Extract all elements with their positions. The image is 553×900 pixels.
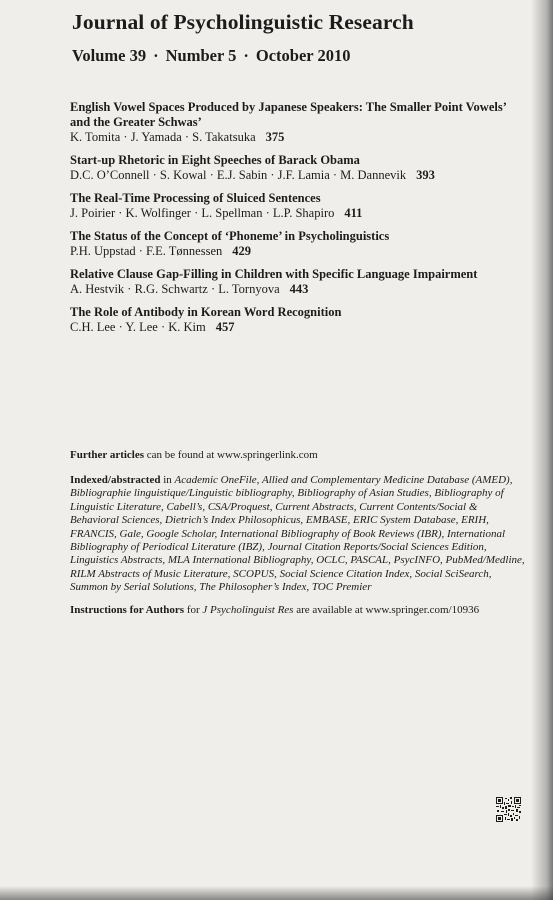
journal-title: Journal of Psycholinguistic Research [72,10,414,34]
article-title[interactable]: The Real-Time Processing of Sluiced Sentences [70,191,321,205]
date-label: October 2010 [255,46,351,65]
separator: · [243,46,249,65]
qr-code-icon [496,797,521,822]
further-articles-note [70,449,528,462]
page-number: 375 [265,130,285,144]
separator: · [153,46,159,65]
author-list: A. Hestvik · R.G. Schwartz · L. Tornyova [70,282,280,296]
table-of-contents [70,100,520,343]
volume-label: Volume 39 [72,46,147,65]
toc-entry[interactable] [70,191,520,221]
page-number: 429 [232,244,251,258]
toc-entry[interactable] [70,267,520,297]
article-authors [70,130,520,145]
indexed-label: Indexed/abstracted [70,474,161,486]
toc-entry[interactable] [70,229,520,259]
author-list: P.H. Uppstad · F.E. Tønnessen [70,244,223,258]
author-list: K. Tomita · J. Yamada · S. Takatsuka [70,130,256,144]
article-title[interactable]: Relative Clause Gap-Filling in Children with Specific Language Impairment [70,267,478,281]
issue-line [72,46,350,66]
instructions-note [70,604,528,617]
article-title[interactable]: The Role of Antibody in Korean Word Recognition [70,305,342,319]
article-authors [70,282,520,297]
number-label: Number 5 [165,46,237,65]
further-label: Further articles [70,449,145,461]
toc-entry[interactable] [70,153,520,183]
instructions-text[interactable]: are available at www.springer.com/10936 [293,604,480,616]
article-title[interactable]: The Status of the Concept of ‘Phoneme’ in Psycholinguistics [70,229,390,243]
article-authors [70,206,520,221]
instructions-for-word: for [184,604,203,616]
author-list: J. Poirier · K. Wolfinger · L. Spellman · L.P. Shapiro [70,206,335,220]
article-authors [70,320,520,335]
page-number: 457 [215,320,235,334]
article-authors [70,244,520,259]
indexed-in-word: in [160,474,175,486]
page-number: 443 [289,282,309,296]
page-number: 411 [344,206,363,220]
further-text[interactable]: can be found at www.springerlink.com [144,449,318,461]
article-title[interactable]: Start-up Rhetoric in Eight Speeches of Barack Obama [70,153,360,167]
indexed-abstracted-note [70,474,528,595]
page-number: 393 [416,168,435,182]
instructions-label: Instructions for Authors [70,604,185,616]
toc-entry[interactable] [70,100,520,145]
page-edge-shadow [531,0,553,900]
article-authors [70,168,520,183]
article-title[interactable]: English Vowel Spaces Produced by Japanese Speakers: The Smaller Point Vowels’ and the Greater Schwas’ [70,100,506,129]
toc-entry[interactable] [70,305,520,335]
author-list: C.H. Lee · Y. Lee · K. Kim [70,320,206,334]
page-bottom-edge [0,886,553,900]
indexing-services-list: Academic OneFile, Allied and Complementary Medicine Database (AMED), Bibliographie linguistique/Linguistic bibliography, Bibliography of Asian Studies, Bibliography of Linguistic Literature, Cabell’s, CSA/Proquest, Current Abstracts, Current Contents/Social & Behavioral Sciences, Dietrich’s Index Philosophicus, EMBASE, ERIC System Database, ERIH, FRANCIS, Gale, Google Scholar, International Bibliography of Book Reviews (IBR), International Bibliography of Periodical Literature (IBZ), Journal Citation Reports/Social Sciences Edition, Linguistics Abstracts, MLA International Bibliography, OCLC, PASCAL, PsycINFO, PubMed/Medline, RILM Abstracts of Music Literature, SCOPUS, Social Science Citation Index, Social SciSearch, Summon by Serial Solutions, The Philosopher’s Index, TOC Premier [70,474,525,594]
journal-abbreviation: J Psycholinguist Res [202,604,294,616]
author-list: D.C. O’Connell · S. Kowal · E.J. Sabin · J.F. Lamia · M. Dannevik [70,168,407,182]
